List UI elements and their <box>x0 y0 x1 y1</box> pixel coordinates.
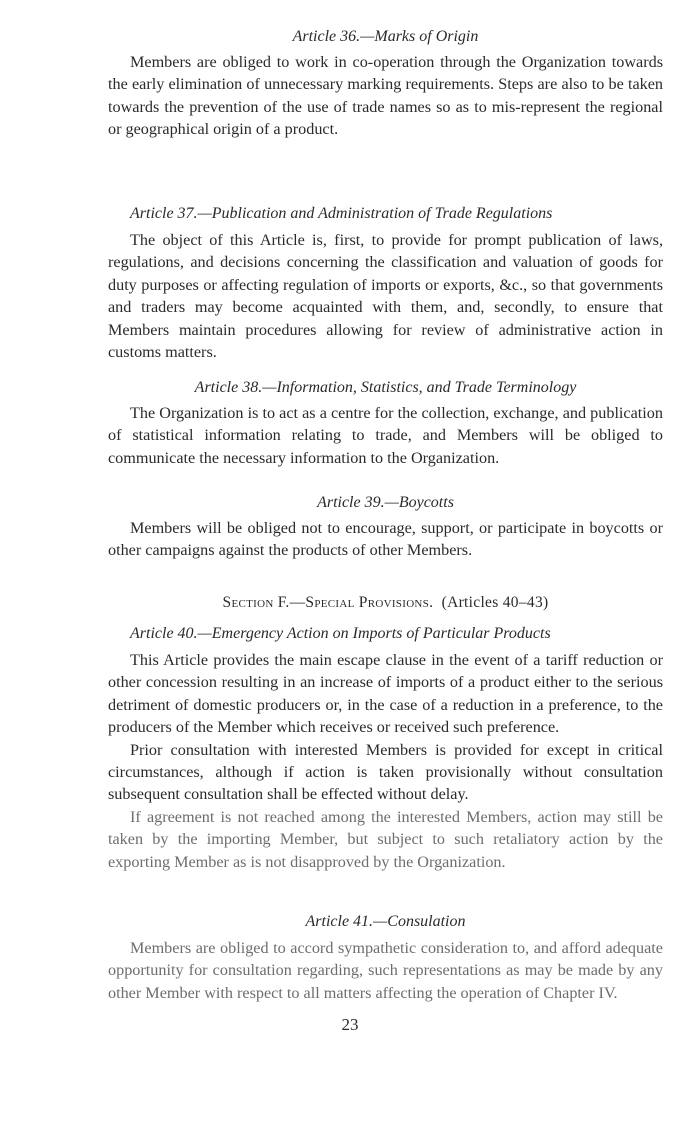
article-36-paragraph-1: Members are obliged to work in co-operation through the Organization towards the early elimination of unnecessary marking requirements. Steps are also to be taken towards the prevention of the use of trade names so as to mis-represent the regional or geographical origin of a product. <box>108 53 663 139</box>
article-39-body <box>108 517 663 562</box>
article-36-title: Article 36.—Marks of Origin <box>292 28 479 45</box>
article-40-paragraph-3: If agreement is not reached among the interested Members, action may still be taken by the importing Member, but subject to such retaliatory action by the exporting Member as is not disapproved by the Organization. <box>108 807 663 871</box>
article-38-paragraph-1: The Organization is to act as a centre for the collection, exchange, and publication of statistical information relating to trade, and Members will be obliged to communicate the necessary information to the Organization. <box>108 404 663 467</box>
section-heading-label: Section F.—Special Provisions. <box>222 594 434 611</box>
article-40-title: Article 40.—Emergency Action on Imports of Particular Products <box>130 625 551 642</box>
article-40-paragraph-1: This Article provides the main escape clause in the event of a tariff reduction or other concession resulting in an increase of imports of a product either to the serious detriment of domestic producers or, in the case of a reduction in a preference, to the producers of the Member which receives or received such preference. <box>108 651 663 737</box>
section-heading <box>108 593 663 613</box>
article-38-title: Article 38.—Information, Statistics, and Trade Terminology <box>194 379 577 396</box>
article-41-title: Article 41.—Consulation <box>305 913 466 930</box>
article-36-body <box>108 51 663 141</box>
article-40-paragraph-2: Prior consultation with interested Members is provided for except in critical circumstances, although if action is taken provisionally without consultation subsequent consultation shall be effected without delay. <box>108 740 663 804</box>
article-37-paragraph-1: The object of this Article is, first, to provide for prompt publication of laws, regulations, and decisions concerning the classification and valuation of goods for duty purposes or affecting regulation of imports or exports, &c., so that governments and traders may become acquainted with them, and, secondly, to ensure that Members maintain procedures allowing for review of administrative action in customs matters. <box>108 231 663 362</box>
article-40-body <box>108 649 663 873</box>
page-number: 23 <box>341 1015 359 1034</box>
article-41-body <box>108 937 663 1004</box>
article-41-paragraph-1: Members are obliged to accord sympathetic consideration to, and afford adequate opportunity for consultation regarding, such representations as may be made by any other Member with respect to all matters affecting the operation of Chapter IV. <box>108 939 663 1002</box>
article-37-body <box>108 229 663 363</box>
section-heading-range: (Articles 40–43) <box>441 594 549 611</box>
article-39-paragraph-1: Members will be obliged not to encourage, support, or participate in boycotts or other campaigns against the products of other Members. <box>108 519 663 560</box>
article-38-body <box>108 402 663 469</box>
article-39-title: Article 39.—Boycotts <box>317 494 454 511</box>
article-37-title: Article 37.—Publication and Administration of Trade Regulations <box>130 205 553 222</box>
